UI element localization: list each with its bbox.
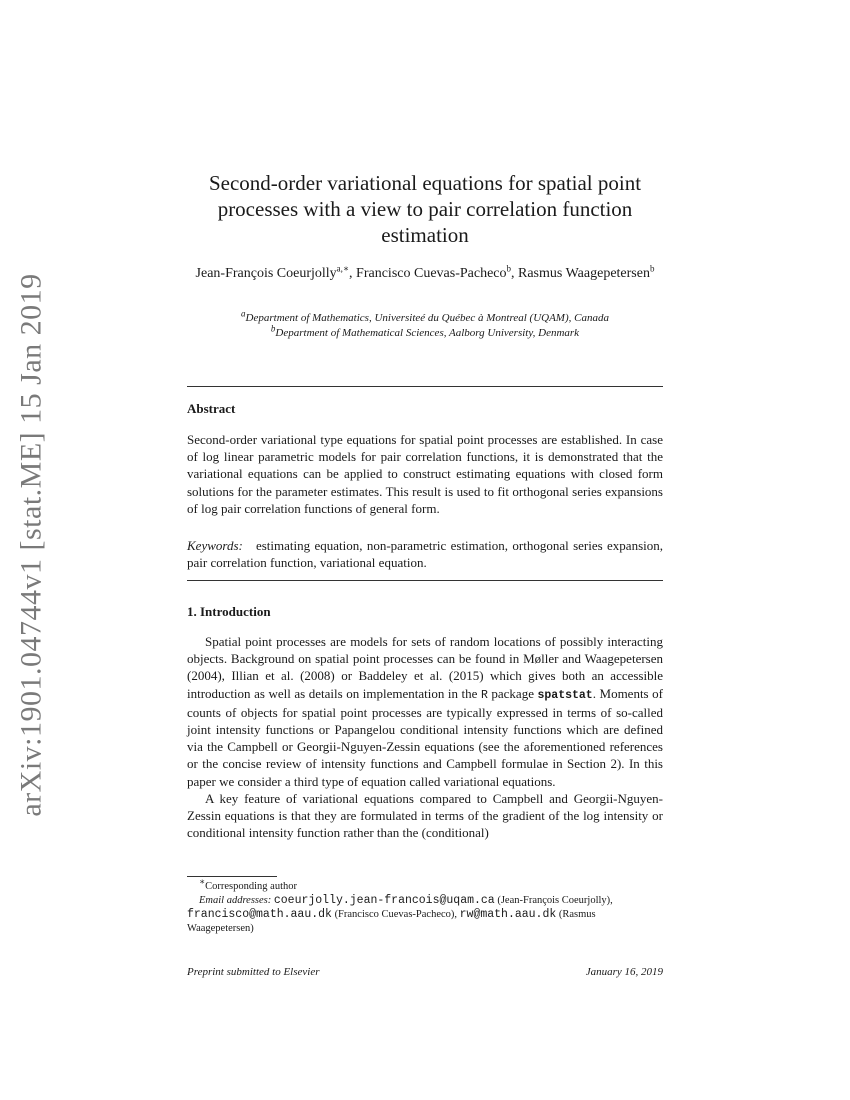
preprint-note: Preprint submitted to Elsevier — [187, 966, 320, 978]
affiliation-a-text: Department of Mathematics, Universiteé du Québec à Montreal (UQAM), Canada — [245, 312, 609, 324]
email-3-owner: (Rasmus Waagepetersen) — [187, 909, 596, 934]
email-1-owner: (Jean-François Coeurjolly), — [494, 895, 613, 906]
affiliation-a-mark: a — [241, 308, 246, 319]
abstract-heading: Abstract — [187, 401, 236, 416]
arxiv-stamp-text: arXiv:1901.04744v1 [stat.ME] 15 Jan 2019 — [15, 273, 48, 817]
r-language: R — [480, 688, 488, 702]
footnote-emails — [187, 894, 663, 936]
affiliation-b — [187, 323, 663, 341]
intro-p1-text-a: Spatial point processes are models for sets of random locations of possibly interacting objects. Background on spatial point processes can be found in Møller and Waagepetersen (2004), Illian et al. (2008) or Baddeley et al. (2015) which gives both an accessible introduction as well as details on implementation in the — [187, 634, 663, 701]
intro-paragraph-1 — [187, 633, 663, 790]
email-label: Email addresses: — [199, 895, 272, 906]
footnote — [187, 876, 663, 936]
author-3-mark: b — [649, 263, 655, 274]
intro-p1-text-c: . Moments of counts of objects for spatial point processes are typically expressed in terms of so-called joint intensity functions or Papangelou conditional intensity functions which are defined via the Campbell or Georgii-Nguyen-Zessin equations (see the aforementioned references or the concise review of intensity functions and Campbell formulae in Section 2). In this paper we consider a third type of equation called variational equations. — [187, 685, 663, 789]
footnote-corresponding-text: Corresponding author — [205, 881, 297, 892]
package-spatstat: spatstat — [537, 688, 593, 702]
intro-paragraph-2: A key feature of variational equations compared to Campbell and Georgii-Nguyen-Zessin equations is that they are formulated in terms of the gradient of the log intensity or conditional intensity function rather than the (conditional) — [187, 790, 663, 841]
abstract-text: Second-order variational type equations for spatial point processes are established. In case of log linear parametric models for pair correlation functions, it is demonstrated that the variational equations can be applied to construct estimating equations with closed form solutions for the parameter estimates. This result is used to fit orthogonal series expansions of log pair correlation functions of general form. — [187, 432, 663, 516]
author-1: Jean-François Coeurjolly — [195, 266, 337, 281]
author-list — [187, 264, 663, 283]
author-3: Rasmus Waagepetersen — [518, 266, 650, 281]
section-heading-introduction: 1. Introduction — [187, 604, 271, 619]
preprint-date: January 16, 2019 — [585, 966, 663, 978]
affiliations — [187, 308, 663, 341]
email-3[interactable]: rw@math.aau.dk — [459, 908, 557, 921]
keywords-text: estimating equation, non-parametric estimation, orthogonal series expansion, pair correlation function, variational equation. — [187, 538, 663, 571]
footnote-corresponding — [187, 876, 663, 894]
footnote-mark: ∗ — [199, 876, 206, 887]
page-footer — [187, 966, 663, 978]
author-separator: , — [511, 266, 518, 281]
abstract-bottom-rule — [187, 580, 663, 581]
email-2[interactable]: francisco@math.aau.dk — [187, 908, 332, 921]
abstract-top-rule — [187, 386, 663, 387]
affiliation-b-mark: b — [270, 323, 276, 334]
email-1[interactable]: coeurjolly.jean-francois@uqam.ca — [273, 894, 495, 907]
keywords — [187, 537, 663, 571]
email-2-owner: (Francisco Cuevas-Pacheco), — [331, 909, 460, 920]
author-2-mark: b — [506, 263, 511, 274]
affiliation-a — [187, 308, 663, 326]
author-separator: , — [349, 266, 357, 281]
affiliation-b-text: Department of Mathematical Sciences, Aalborg University, Denmark — [275, 327, 580, 339]
intro-p1-text-b: package — [487, 685, 538, 701]
author-2: Francisco Cuevas-Pacheco — [356, 266, 507, 281]
paper-title: Second-order variational equations for spatial point processes with a view to pair correlation function estimation — [208, 171, 642, 247]
author-1-mark: a,∗ — [336, 263, 350, 274]
arxiv-stamp — [14, 273, 50, 817]
introduction-body — [187, 633, 663, 841]
keywords-label: Keywords: — [187, 538, 243, 553]
